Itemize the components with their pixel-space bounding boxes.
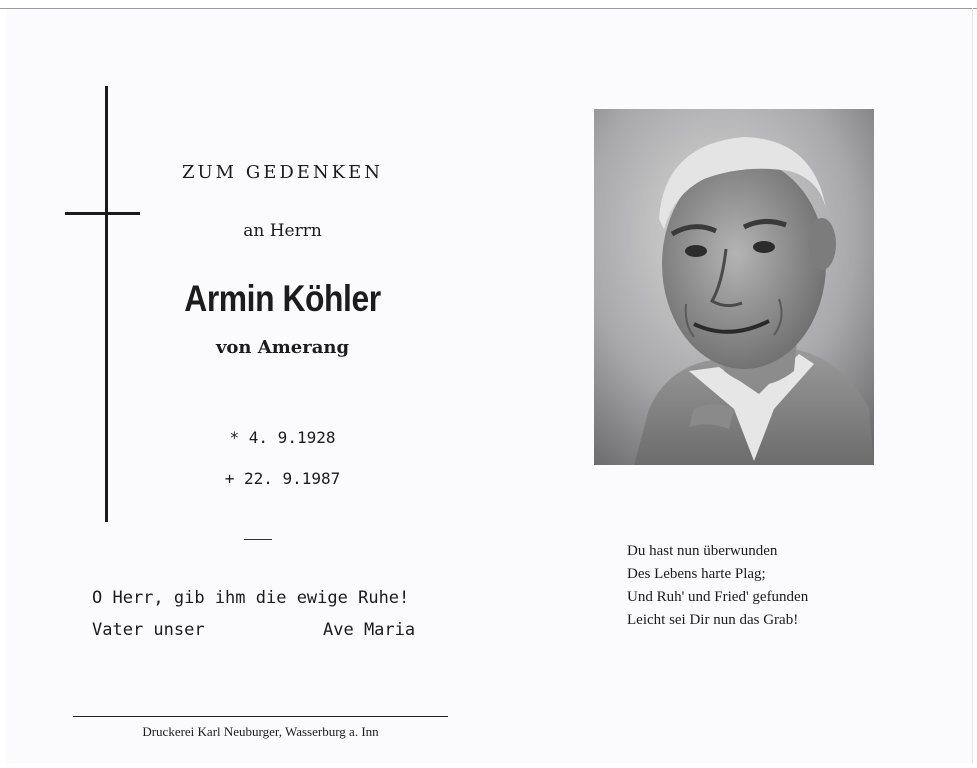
divider <box>244 539 272 540</box>
prayer-line-1: O Herr, gib ihm die ewige Ruhe! <box>92 588 410 608</box>
cross-icon-vertical <box>105 86 108 522</box>
printer-credit: Druckerei Karl Neuburger, Wasserburg a. Inn <box>142 724 379 739</box>
origin: von Amerang <box>215 337 350 358</box>
poem-line: Du hast nun überwunden <box>627 543 778 559</box>
prayer-vater-unser: Vater unser <box>92 620 205 640</box>
card-top-edge <box>0 8 977 9</box>
portrait-icon <box>594 109 874 465</box>
poem-line: Leicht sei Dir nun das Grab! <box>627 612 799 628</box>
prayer-ave-maria: Ave Maria <box>323 620 416 640</box>
portrait-photo <box>594 109 874 465</box>
footer-rule <box>73 716 448 717</box>
birth-date: * 4. 9.1928 <box>229 428 336 447</box>
deceased-name: Armin Köhler <box>184 278 381 319</box>
poem <box>627 540 808 632</box>
poem-line: Des Lebens harte Plag; <box>627 566 766 582</box>
poem-line: Und Ruh' und Fried' gefunden <box>627 589 809 605</box>
card-fold-edge <box>972 8 973 763</box>
cross-icon-horizontal <box>65 212 140 215</box>
salutation: an Herrn <box>243 221 322 241</box>
death-date: + 22. 9.1987 <box>224 469 341 488</box>
heading: ZUM GEDENKEN <box>181 162 383 183</box>
